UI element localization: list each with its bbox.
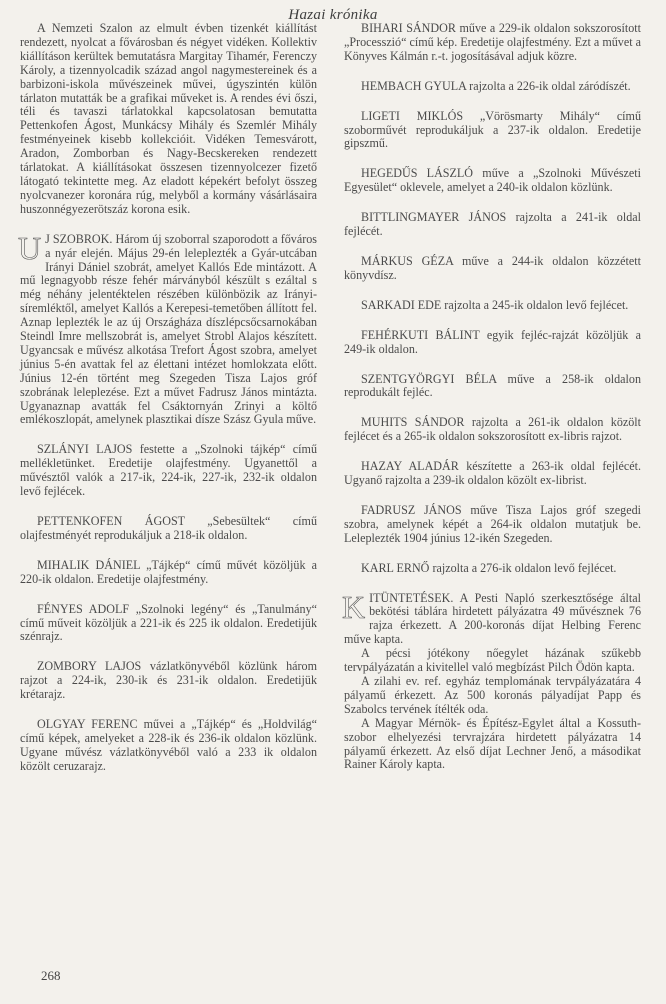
kituntetesek-paragraph	[342, 588, 641, 648]
entry-muhits: MUHITS SÁNDOR rajzolta a 261-ik oldalon közölt fejlécet és a 265-ik oldalon sokszorosított ex-libris rajzot.	[344, 415, 641, 444]
entry-fadrusz: FADRUSZ JÁNOS műve Tisza Lajos gróf szegedi szobra, amelynek képét a 264-ik oldalon mutatjuk be. Leleplezték 1904 június 12-ikén Szegeden.	[344, 502, 641, 545]
dropcap-u: U	[18, 229, 42, 266]
uj-szobrok-text: J SZOBROK. Három új szoborral szaporodott a főváros a nyár elején. Május 29-én leleplezték a Gyár-utcában Irányi Dániel szobrát, amelyet Kallós Ede mintázott. A mű legnagyobb része fehér márványból készült s ezáltal s még néhány jelentéktelen részében különbözik az Irányi-síremléktől, amelyet Kallós a Kerepesi-temetőben állított fel. Aznap leplezték le az új Országháza díszlépcsőcsarnokában Steindl Imre mellszobrát is, amelyet Strobl Alajos készített. Ugyancsak e művész alkotása Trefort Ágost szobra, amelyet június 5-én avattak fel az élettani intézet homlokzata előtt. Június 12-én történt meg Szegeden Tisza Lajos gróf szobrának leleplezése. Ezt a művet Fadrusz János mintázta. Ugyanaznap avatták fel Csáktornyán Zrinyi a költő emlékoszlopát, amelynek plasztikai dísze Szász Gyula műve.	[20, 231, 317, 427]
entry-szlanyi: SZLÁNYI LAJOS festette a „Szolnoki tájkép“ című mellékletünket. Eredetije olajfestmény. Ugyanettől a művésztől valók a 217-ik, 224-ik, 227-ik, 232-ik oldalon levő fejlécek.	[20, 442, 317, 499]
entry-karl: KARL ERNŐ rajzolta a 276-ik oldalon levő fejlécet.	[361, 560, 617, 575]
kituntetesek-text: ITÜNTETÉSEK. A Pesti Napló szerkesztősége által bekötési táblára hirdetett pályázatra 49 művésznek 76 rajza érkezett. A 200-koronás díjat Helbing Ferenc műve kapta.	[344, 590, 641, 647]
dropcap-k: K	[342, 588, 366, 625]
right-column	[344, 22, 641, 772]
running-head: Hazai krónika	[288, 7, 378, 23]
entry-bihari: BIHARI SÁNDOR műve a 229-ik oldalon sokszorosított „Processzió“ című kép. Eredetije olajfestmény. Ezt a művet a Könyves Kálmán r.-t. jogosításával adjuk közre.	[344, 21, 641, 63]
kossuth-paragraph: A Magyar Mérnök- és Építész-Egylet által a Kossuth-szobor elhelyezési tervrajzára hirdetett pályázatra 14 pályamű érkezett. Az első díjat Lechner Jenő, a másodikat Rainer Károly kapta.	[344, 715, 641, 772]
entry-sarkadi: SARKADI EDE rajzolta a 245-ik oldalon levő fejlécet.	[361, 297, 629, 312]
entry-fenyes: FÉNYES ADOLF „Szolnoki legény“ és „Tanulmány“ című műveit közöljük a 221-ik és 225 ik oldalon. Eredetijük szénrajz.	[20, 601, 317, 644]
pecsi-paragraph: A pécsi jótékony nőegylet házának szűkebb tervpályázatán a kivitellel való megbízást Pilch Ödön kapta.	[344, 646, 641, 675]
uj-szobrok-paragraph	[18, 229, 317, 428]
entry-feherkuti: FEHÉRKUTI BÁLINT egyik fejléc-rajzát közöljük a 249-ik oldalon.	[344, 327, 641, 356]
entry-zombory: ZOMBORY LAJOS vázlatkönyvéből közlünk három rajzot a 224-ik, 230-ik és 231-ik oldalon. Eredetijük krétarajz.	[20, 659, 317, 702]
entry-hembach: HEMBACH GYULA rajzolta a 226-ik oldal záródíszét.	[361, 78, 631, 93]
page-number: 268	[41, 968, 61, 983]
entry-olgyay: OLGYAY FERENC művei a „Tájkép“ és „Holdvilág“ című képek, amelyeket a 228-ik és 236-ik oldalon közlünk. Ugyane művész vázlatkönyvéből való a 233 ik oldalon közölt ceruzarajz.	[20, 717, 317, 773]
zilahi-paragraph: A zilahi ev. ref. egyház templomának tervpályázatára 4 pályamű érkezett. Az 500 koronás pályadíjat Papp és Szabolcs tervének ítélték oda.	[344, 674, 641, 716]
entry-pettenkofen: PETTENKOFEN ÁGOST „Sebesültek“ című olajfestményét reprodukáljuk a 218-ik oldalon.	[20, 514, 317, 542]
nemzeti-szalon-paragraph: A Nemzeti Szalon az elmult évben tizenkét kiállítást rendezett, nyolcat a fővárosban és négyet vidéken. Kollektiv kiállításon kerültek bemutatásra Margitay Tihamér, Ferenczy Károly, a tizennyolcadik század angol nagymestereinek és a barbizoni-iskola művészeinek művei, úgyszintén külön tárlaton mutatták be a grafikai műveket is. A rendes évi őszi, téli és tavaszi tárlatokkal kapcsolatosan bemutatta Pettenkofen Ágost, Munkácsy Mihály és Szemlér Mihály festményeinek kisebb kollekcióit. Vidéken Temesvárott, Aradon, Zomborban és Nagy-Becskereken rendezett tárlatokat. A kiállításokat összesen tizennyolcezer fizető látogató tekintette meg. Az eladott képekért befolyt összeg nyolcvanezer koronára rúg, melyből a kormány vásárlásaira huszonnégyezerötszáz korona esik.	[20, 21, 317, 216]
entry-mihalik: MIHALIK DÁNIEL „Tájkép“ című művét közöljük a 220-ik oldalon. Eredetije olajfestmény.	[20, 557, 317, 586]
entry-bittlingmayer: BITTLINGMAYER JÁNOS rajzolta a 241-ik oldal fejlécét.	[344, 210, 641, 239]
entry-hazay: HAZAY ALADÁR készítette a 263-ik oldal fejlécét. Ugyanő rajzolta a 239-ik oldalon közölt ex-librist.	[344, 459, 641, 488]
entry-szentgyorgyi: SZENTGYÖRGYI BÉLA műve a 258-ik oldalon reprodukált fejléc.	[344, 371, 641, 400]
left-column	[20, 22, 317, 774]
entry-hegedus: HEGEDŰS LÁSZLÓ műve a „Szolnoki Művészeti Egyesület“ oklevele, amelyet a 240-ik oldalon közlünk.	[344, 166, 641, 195]
entry-ligeti: LIGETI MIKLÓS „Vörösmarty Mihály“ című szoborművét reprodukáljuk a 237-ik oldalon. Eredetije gipszmű.	[344, 108, 641, 151]
entry-markus: MÁRKUS GÉZA műve a 244-ik oldalon közzétett könyvdísz.	[344, 253, 641, 282]
